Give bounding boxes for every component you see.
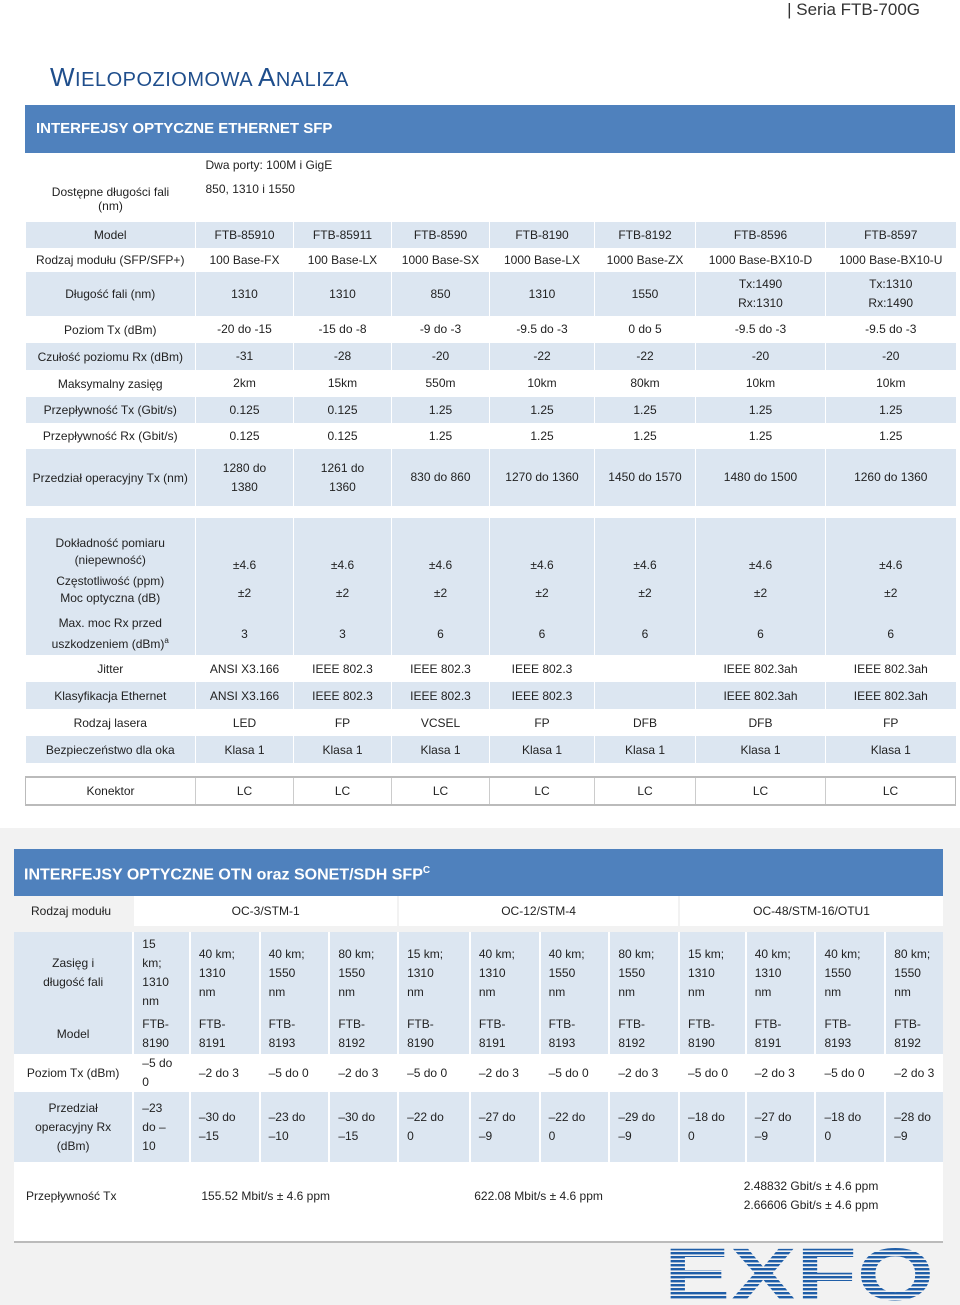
rate-value: 2.48832 Gbit/s ± 4.6 ppm 2.66606 Gbit/s ± 4.6 ppm xyxy=(743,1179,879,1212)
spec-row xyxy=(26,655,956,682)
tx-row-value: –2 do 3 xyxy=(190,1054,260,1092)
spec-row-label: Przedział operacyjny Tx (nm) xyxy=(32,470,188,485)
spec-value: 1.25 xyxy=(392,397,490,423)
reach-row-value: 15 km; 1310 nm xyxy=(679,932,746,1014)
spec-value: 1000 Base-ZX xyxy=(595,248,696,272)
spec-row xyxy=(26,272,956,316)
spec-value: Tx:1490 Rx:1310 xyxy=(696,272,826,316)
spec-value: FTB-8596 xyxy=(696,222,826,248)
freq-label: Częstotliwość (ppm) xyxy=(56,574,165,588)
module-group: OC-48/STM-16/OTU1 xyxy=(679,896,943,926)
reach-row-value: 15 km; 1310 nm xyxy=(398,932,470,1014)
spacer-cell xyxy=(26,506,956,518)
spec-row xyxy=(26,343,956,370)
spec-value: 1000 Base-BX10-U xyxy=(826,248,956,272)
spec-row-label: Długość fali (nm) xyxy=(65,287,156,301)
spec-value: -20 do -15 xyxy=(196,316,294,343)
spec-value: FTB-8597 xyxy=(826,222,956,248)
exfo-logo xyxy=(664,1244,934,1302)
module-type-row xyxy=(14,896,943,926)
spec-row-label: Rodzaj lasera xyxy=(73,715,147,730)
spec-row xyxy=(26,736,956,763)
rx-row-value: –18 do 0 xyxy=(815,1092,885,1162)
spec-row xyxy=(26,248,956,272)
max-rx-label-text: Max. moc Rx przed uszkodzeniem (dBm) xyxy=(51,616,165,651)
model-row-value: FTB- 8191 xyxy=(190,1014,260,1054)
reach-row-value: 15 km; 1310 nm xyxy=(133,932,190,1014)
section2-title: INTERFEJSY OPTYCZNE OTN oraz SONET/SDH $SFP^C$ xyxy=(14,849,943,896)
spec-value: -9.5 do -3 xyxy=(826,316,956,343)
rate-value: 622.08 Mbit/s ± 4.6 ppm xyxy=(474,1188,603,1203)
spec-value: IEEE 802.3 xyxy=(490,682,595,709)
model-row-value: FTB- 8193 xyxy=(815,1014,885,1054)
exfo-logo-text: EXFO xyxy=(664,1244,934,1302)
page-title: WIELOPOZIOMOWA ANALIZA xyxy=(50,62,349,92)
spec-value: IEEE 802.3ah xyxy=(696,655,826,682)
spacer-cell xyxy=(14,1162,943,1172)
spec-value: -28 xyxy=(294,343,392,370)
footnote-marker: a xyxy=(164,636,169,645)
spec-value: 550m xyxy=(392,370,490,397)
rx-row-value: –28 do –9 xyxy=(885,1092,943,1162)
connector-label: Konektor xyxy=(26,777,196,805)
spec-value: -9 do -3 xyxy=(392,316,490,343)
spec-value: 100 Base-LX xyxy=(294,248,392,272)
module-group: OC-3/STM-1 xyxy=(133,896,398,926)
power-value: ±2 xyxy=(433,586,448,600)
spec-row xyxy=(26,316,956,343)
spec-row xyxy=(26,682,956,709)
rx-row-value: –23 do – 10 xyxy=(133,1092,190,1162)
tx-row-value: –2 do 3 xyxy=(609,1054,679,1092)
reach-row-value: 40 km; 1550 nm xyxy=(260,932,330,1014)
max-rx-row xyxy=(26,613,956,655)
spec-value: ANSI X3.166 xyxy=(196,655,294,682)
tx-row-value: –5 do 0 xyxy=(815,1054,885,1092)
rate-value: 155.52 Mbit/s ± 4.6 ppm xyxy=(201,1188,330,1203)
spec-value: 1450 do 1570 xyxy=(595,449,696,506)
tx-row-value: –5 do 0 xyxy=(260,1054,330,1092)
module-group: OC-12/STM-4 xyxy=(398,896,679,926)
freq-value: ±4.6 xyxy=(530,558,554,572)
spec-value: 1000 Base-SX xyxy=(392,248,490,272)
spec-value: VCSEL xyxy=(392,709,490,736)
accuracy-values xyxy=(294,518,392,613)
spec-value: DFB xyxy=(595,709,696,736)
spec-value: 1.25 xyxy=(696,423,826,449)
model-row-value: FTB- 8192 xyxy=(609,1014,679,1054)
spec-row xyxy=(26,423,956,449)
spec-value: 1.25 xyxy=(826,397,956,423)
rx-row-value: –18 do 0 xyxy=(679,1092,746,1162)
tx-row-value: –2 do 3 xyxy=(470,1054,540,1092)
spec-row-label: Jitter xyxy=(97,661,124,676)
spec-value: FP xyxy=(490,709,595,736)
spec-value: 1.25 xyxy=(826,423,956,449)
spec-value: 100 Base-FX xyxy=(196,248,294,272)
spec-value: 0.125 xyxy=(294,397,392,423)
spec-value: 1260 do 1360 xyxy=(826,449,956,506)
spec-value: 10km xyxy=(490,370,595,397)
tx-row-value: –5 do 0 xyxy=(133,1054,190,1092)
rx-row-value: –30 do –15 xyxy=(190,1092,260,1162)
spacer-row xyxy=(26,763,956,777)
spec-value: 1000 Base-LX xyxy=(490,248,595,272)
power-value: ±2 xyxy=(638,586,652,600)
spec-value: Klasa 1 xyxy=(595,736,696,763)
wavelengths-label: Dostępne długości fali (nm) xyxy=(51,185,170,213)
spec-value: 1000 Base-BX10-D xyxy=(696,248,826,272)
spec-value: -9.5 do -3 xyxy=(696,316,826,343)
spec-value: Klasa 1 xyxy=(392,736,490,763)
freq-value: ±4.6 xyxy=(232,558,257,572)
tx-row-value: –5 do 0 xyxy=(398,1054,470,1092)
tx-row-label: Poziom Tx (dBm) xyxy=(26,1065,120,1080)
spec-value: 1550 xyxy=(595,272,696,316)
max-rx-value: 6 xyxy=(826,613,956,655)
max-rx-value: 6 xyxy=(490,613,595,655)
wavelengths-value: 850, 1310 i 1550 xyxy=(205,182,295,196)
tx-row-value: –5 do 0 xyxy=(540,1054,610,1092)
spec-value: 1270 do 1360 xyxy=(490,449,595,506)
spec-value: 2km xyxy=(196,370,294,397)
spec-value: 1.25 xyxy=(595,397,696,423)
spec-row-label: Przepływność Rx (Gbit/s) xyxy=(42,429,178,443)
spec-value: 0.125 xyxy=(294,423,392,449)
spec-value: 1310 xyxy=(294,272,392,316)
model-row-value: FTB- 8192 xyxy=(329,1014,398,1054)
spec-value: -22 xyxy=(490,343,595,370)
spacer-row xyxy=(14,1220,943,1242)
spec-row xyxy=(26,222,956,248)
rx-row-value: –27 do –9 xyxy=(746,1092,816,1162)
spacer-row xyxy=(26,506,956,518)
rx-row-value: –22 do 0 xyxy=(398,1092,470,1162)
power-label: Moc optyczna (dB) xyxy=(60,591,161,605)
rx-row-label: Przedział operacyjny Rx (dBm) xyxy=(35,1100,112,1153)
spec-value: Klasa 1 xyxy=(826,736,956,763)
spec-row-label: Model xyxy=(93,228,127,242)
reach-row xyxy=(14,932,943,1014)
spec-row-label: Przepływność Tx (Gbit/s) xyxy=(43,403,177,417)
rx-row-value: –23 do –10 xyxy=(260,1092,330,1162)
model-row xyxy=(14,1014,943,1054)
accuracy-values xyxy=(826,518,956,613)
power-value: ±2 xyxy=(237,586,252,600)
wavelengths-row xyxy=(26,176,956,222)
max-rx-value: 3 xyxy=(196,613,294,655)
accuracy-values xyxy=(392,518,490,613)
rx-row-value: –27 do –9 xyxy=(470,1092,540,1162)
spacer-row xyxy=(14,1162,943,1172)
max-rx-value: 6 xyxy=(595,613,696,655)
accuracy-labels xyxy=(26,518,196,613)
spec-value: 1480 do 1500 xyxy=(696,449,826,506)
spec-value: -31 xyxy=(196,343,294,370)
spec-value: 1261 do 1360 xyxy=(294,449,392,506)
accuracy-row xyxy=(26,518,956,613)
spec-value: Klasa 1 xyxy=(490,736,595,763)
max-rx-label xyxy=(26,613,196,655)
accuracy-label: Dokładność pomiaru (niepewność) xyxy=(55,536,165,567)
reach-row-label: Zasięg i długość fali xyxy=(43,956,104,989)
otn-sonet-panel xyxy=(14,849,943,1243)
spec-value: 1.25 xyxy=(490,423,595,449)
spec-value: 1.25 xyxy=(490,397,595,423)
spec-row-label: Bezpieczeństwo dla oka xyxy=(45,742,175,757)
spec-value: 10km xyxy=(696,370,826,397)
freq-value: ±4.6 xyxy=(748,558,773,572)
spec-value: Tx:1310 Rx:1490 xyxy=(826,272,956,316)
reach-row-value: 40 km; 1550 nm xyxy=(540,932,610,1014)
connector-value: LC xyxy=(826,777,956,805)
otn-sonet-table xyxy=(14,896,943,1243)
power-value: ±2 xyxy=(535,586,549,600)
empty-cell xyxy=(26,153,196,176)
accuracy-values xyxy=(595,518,696,613)
spec-value: 1.25 xyxy=(392,423,490,449)
spec-value: 830 do 860 xyxy=(392,449,490,506)
tx-row-value: –5 do 0 xyxy=(679,1054,746,1092)
spacer-cell xyxy=(14,1220,943,1242)
spec-value: FTB-8190 xyxy=(490,222,595,248)
spec-value: 1310 xyxy=(490,272,595,316)
dual-ports-row xyxy=(26,153,956,176)
spec-value xyxy=(595,655,696,682)
spec-row-label: Poziom Tx (dBm) xyxy=(64,322,157,337)
model-row-value: FTB- 8190 xyxy=(133,1014,190,1054)
model-row-value: FTB- 8193 xyxy=(260,1014,330,1054)
series-header: | Seria FTB-700G xyxy=(787,0,920,19)
spec-value: FTB-85910 xyxy=(196,222,294,248)
power-value: ±2 xyxy=(884,586,898,600)
spec-value: Klasa 1 xyxy=(294,736,392,763)
spec-value: 10km xyxy=(826,370,956,397)
reach-row-value: 80 km; 1550 nm xyxy=(885,932,943,1014)
spec-value: IEEE 802.3ah xyxy=(696,682,826,709)
max-rx-value: 6 xyxy=(392,613,490,655)
power-value: ±2 xyxy=(753,586,768,600)
spec-value: FTB-85911 xyxy=(294,222,392,248)
spec-value: 1.25 xyxy=(595,423,696,449)
spec-value: IEEE 802.3 xyxy=(294,655,392,682)
spec-value: 1310 xyxy=(196,272,294,316)
power-value: ±2 xyxy=(335,586,350,600)
tx-row-value: –2 do 3 xyxy=(329,1054,398,1092)
connector-value: LC xyxy=(696,777,826,805)
spec-value: IEEE 802.3ah xyxy=(826,655,956,682)
spec-value: IEEE 802.3 xyxy=(392,655,490,682)
model-row-value: FTB- 8190 xyxy=(679,1014,746,1054)
spec-value: FTB-8192 xyxy=(595,222,696,248)
spec-value: 0 do 5 xyxy=(595,316,696,343)
spec-value: 15km xyxy=(294,370,392,397)
spec-value: DFB xyxy=(696,709,826,736)
spec-row xyxy=(26,449,956,506)
connector-row xyxy=(26,777,956,805)
spacer-cell xyxy=(26,763,956,777)
spec-value: IEEE 802.3ah xyxy=(826,682,956,709)
tx-row-value: –2 do 3 xyxy=(746,1054,816,1092)
freq-value: ±4.6 xyxy=(633,558,657,572)
ethernet-sfp-panel xyxy=(25,105,955,806)
spec-value: FTB-8590 xyxy=(392,222,490,248)
spec-value: -9.5 do -3 xyxy=(490,316,595,343)
spec-value: 0.125 xyxy=(196,423,294,449)
model-row-value: FTB- 8190 xyxy=(398,1014,470,1054)
rx-row-value: –22 do 0 xyxy=(540,1092,610,1162)
reach-row-value: 80 km; 1550 nm xyxy=(329,932,398,1014)
reach-row-value: 40 km; 1550 nm xyxy=(815,932,885,1014)
connector-value: LC xyxy=(490,777,595,805)
reach-row-value: 40 km; 1310 nm xyxy=(746,932,816,1014)
accuracy-values xyxy=(490,518,595,613)
spec-row xyxy=(26,370,956,397)
spec-value: 1280 do 1380 xyxy=(196,449,294,506)
spec-value: IEEE 802.3 xyxy=(392,682,490,709)
accuracy-values xyxy=(196,518,294,613)
spec-value: LED xyxy=(196,709,294,736)
accuracy-values xyxy=(696,518,826,613)
spec-value: -20 xyxy=(392,343,490,370)
rx-row xyxy=(14,1092,943,1162)
spec-value xyxy=(595,682,696,709)
reach-row-value: 40 km; 1310 nm xyxy=(470,932,540,1014)
spec-row xyxy=(26,397,956,423)
spec-row-label: Maksymalny zasięg xyxy=(57,376,163,391)
max-rx-value: 3 xyxy=(294,613,392,655)
spec-value: IEEE 802.3 xyxy=(490,655,595,682)
spec-value: 850 xyxy=(392,272,490,316)
tx-row xyxy=(14,1054,943,1092)
freq-value: ±4.6 xyxy=(428,558,453,572)
module-type-label: Rodzaj modułu xyxy=(14,896,133,926)
rx-row-value: –29 do –9 xyxy=(609,1092,679,1162)
rate-row xyxy=(14,1172,943,1220)
spec-value: -20 xyxy=(696,343,826,370)
spec-value: 80km xyxy=(595,370,696,397)
spec-value: Klasa 1 xyxy=(196,736,294,763)
reach-row-value: 80 km; 1550 nm xyxy=(609,932,679,1014)
model-row-value: FTB- 8193 xyxy=(540,1014,610,1054)
spec-value: ANSI X3.166 xyxy=(196,682,294,709)
spec-value: FP xyxy=(826,709,956,736)
model-row-value: FTB- 8191 xyxy=(470,1014,540,1054)
tx-row-value: –2 do 3 xyxy=(885,1054,943,1092)
connector-value: LC xyxy=(392,777,490,805)
spec-row-label: Klasyfikacja Ethernet xyxy=(54,688,167,703)
spec-value: FP xyxy=(294,709,392,736)
spec-row xyxy=(26,709,956,736)
spec-value: -22 xyxy=(595,343,696,370)
spec-value: 0.125 xyxy=(196,397,294,423)
model-row-value: FTB- 8192 xyxy=(885,1014,943,1054)
section1-title: INTERFEJSY OPTYCZNE ETHERNET SFP xyxy=(25,105,955,153)
model-row-label: Model xyxy=(56,1026,90,1041)
spec-value: IEEE 802.3 xyxy=(294,682,392,709)
freq-value: ±4.6 xyxy=(330,558,355,572)
spec-row-label: Czułość poziomu Rx (dBm) xyxy=(37,349,183,364)
spec-row-label: Rodzaj modułu (SFP/SFP+) xyxy=(36,253,185,267)
max-rx-value: 6 xyxy=(696,613,826,655)
spec-value: 1.25 xyxy=(696,397,826,423)
freq-value: ±4.6 xyxy=(879,558,903,572)
connector-value: LC xyxy=(196,777,294,805)
reach-row-value: 40 km; 1310 nm xyxy=(190,932,260,1014)
spec-value: -15 do -8 xyxy=(294,316,392,343)
rx-row-value: –30 do –15 xyxy=(329,1092,398,1162)
ethernet-sfp-table xyxy=(25,153,956,806)
rate-label: Przepływność Tx xyxy=(26,1189,117,1203)
spec-value: -20 xyxy=(826,343,956,370)
spec-value: Klasa 1 xyxy=(696,736,826,763)
dual-ports-text: Dwa porty: 100M i GigE xyxy=(205,157,333,172)
model-row-value: FTB- 8191 xyxy=(746,1014,816,1054)
connector-value: LC xyxy=(595,777,696,805)
connector-value: LC xyxy=(294,777,392,805)
